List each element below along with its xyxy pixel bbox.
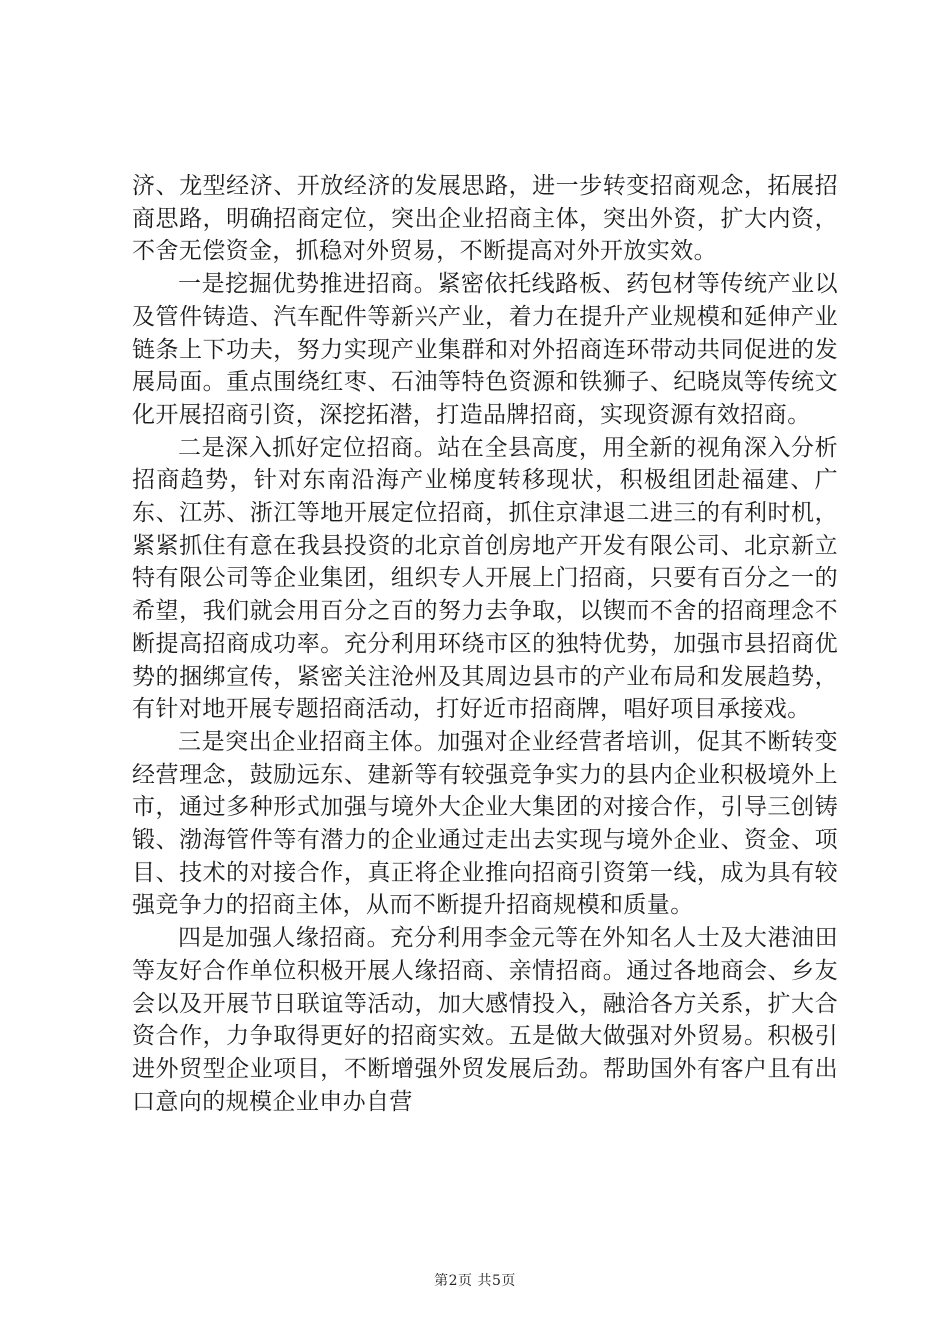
paragraph-continuation: 济、龙型经济、开放经济的发展思路，进一步转变招商观念，拓展招商思路，明确招商定位，突出企业招商主体，突出外资，扩大内资，不舍无偿资金，抓稳对外贸易，不断提高对外开放实效。 xyxy=(132,173,838,265)
paragraph-2: 二是深入抓好定位招商。站在全县高度，用全新的视角深入分析招商趋势，针对东南沿海产业梯度转移现状，积极组团赴福建、广东、江苏、浙江等地开展定位招商，抓住京津退二进三的有利时机，紧紧抓住有意在我县投资的北京首创房地产开发有限公司、北京新立特有限公司等企业集团，组织专人开展上门招商，只要有百分之一的希望，我们就会用百分之百的努力去争取，以锲而不舍的招商理念不断提高招商成功率。充分利用环绕市区的独特优势，加强市县招商优势的捆绑宣传，紧密关注沧州及其周边县市的产业布局和发展趋势，有针对地开展专题招商活动，打好近市招商牌，唱好项目承接戏。 xyxy=(132,434,838,723)
paragraph-3: 三是突出企业招商主体。加强对企业经营者培训，促其不断转变经营理念，鼓励远东、建新等有较强竞争实力的县内企业积极境外上市，通过多种形式加强与境外大企业大集团的对接合作，引导三创铸锻、渤海管件等有潜力的企业通过走出去实现与境外企业、资金、项目、技术的对接合作，真正将企业推向招商引资第一线，成为具有较强竞争力的招商主体，从而不断提升招商规模和质量。 xyxy=(132,728,838,919)
paragraph-1: 一是挖掘优势推进招商。紧密依托线路板、药包材等传统产业以及管件铸造、汽车配件等新兴产业，着力在提升产业规模和延伸产业链条上下功夫，努力实现产业集群和对外招商连环带动共同促进的发展局面。重点围绕红枣、石油等特色资源和铁狮子、纪晓岚等传统文化开展招商引资，深挖拓潜，打造品牌招商，实现资源有效招商。 xyxy=(132,271,838,428)
paragraph-4: 四是加强人缘招商。充分利用李金元等在外知名人士及大港油田等友好合作单位积极开展人缘招商、亲情招商。通过各地商会、乡友会以及开展节日联谊等活动，加大感情投入，融洽各方关系，扩大合资合作，力争取得更好的招商实效。五是做大做强对外贸易。积极引进外贸型企业项目，不断增强外贸发展后劲。帮助国外有客户且有出口意向的规模企业申办自营 xyxy=(132,925,838,1115)
page-footer: 第2页 共5页 xyxy=(434,1273,516,1289)
document-body xyxy=(132,170,838,1118)
